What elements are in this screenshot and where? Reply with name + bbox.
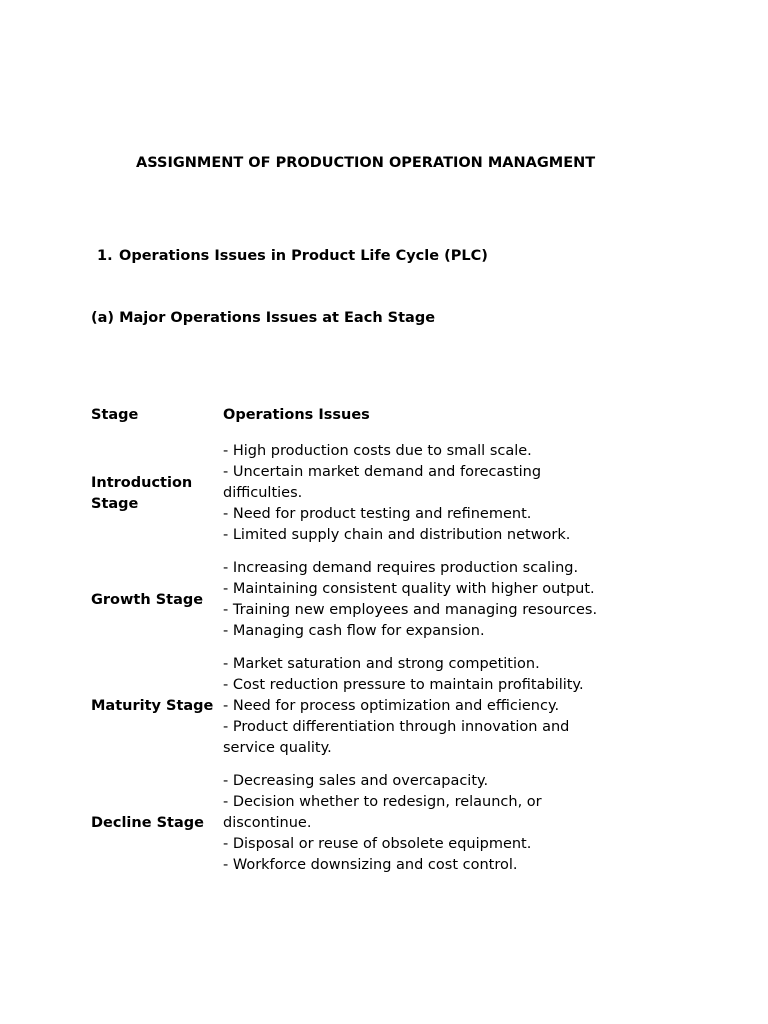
section-number: 1. (97, 248, 113, 264)
issue-item: - Workforce downsizing and cost control. (223, 857, 518, 873)
issue-item: - Training new employees and managing resources. (223, 602, 598, 618)
issue-item: - High production costs due to small scale. (223, 443, 532, 459)
issue-item: - Uncertain market demand and forecasting difficulties. (223, 464, 542, 501)
subsection-heading: (a) Major Operations Issues at Each Stage (91, 310, 436, 326)
operations-issues-table (91, 405, 623, 888)
document-title: ASSIGNMENT OF PRODUCTION OPERATION MANAGMENT (136, 155, 596, 171)
table-row (91, 441, 623, 558)
issue-item: - Market saturation and strong competition. (223, 656, 540, 672)
issue-item: - Managing cash flow for expansion. (223, 623, 485, 639)
stage-cell: Decline Stage (91, 815, 204, 831)
issues-cell (223, 441, 623, 558)
issue-item: - Increasing demand requires production scaling. (223, 560, 579, 576)
table-row (91, 771, 623, 888)
issues-cell (223, 654, 623, 771)
issue-item: - Cost reduction pressure to maintain profitability. (223, 677, 584, 693)
issues-cell (223, 771, 623, 888)
issues-cell (223, 558, 623, 654)
section-heading (97, 248, 488, 264)
issue-item: - Decision whether to redesign, relaunch, or discontinue. (223, 794, 542, 831)
stage-cell: Maturity Stage (91, 698, 214, 714)
header-operations-issues: Operations Issues (223, 407, 370, 423)
header-stage: Stage (91, 407, 139, 423)
issue-item: - Need for process optimization and efficiency. (223, 698, 560, 714)
issue-item: - Disposal or reuse of obsolete equipment. (223, 836, 532, 852)
issue-item: - Need for product testing and refinement. (223, 506, 532, 522)
section-title: Operations Issues in Product Life Cycle (PLC) (119, 248, 488, 264)
issue-item: - Product differentiation through innovation and service quality. (223, 719, 570, 756)
issue-item: - Maintaining consistent quality with higher output. (223, 581, 595, 597)
stage-cell: Growth Stage (91, 591, 204, 608)
table-row (91, 654, 623, 771)
issue-item: - Decreasing sales and overcapacity. (223, 773, 489, 789)
table-header-row (91, 405, 623, 441)
table-row (91, 558, 623, 654)
issue-item: - Limited supply chain and distribution network. (223, 527, 571, 543)
stage-cell: Introduction Stage (91, 474, 193, 512)
